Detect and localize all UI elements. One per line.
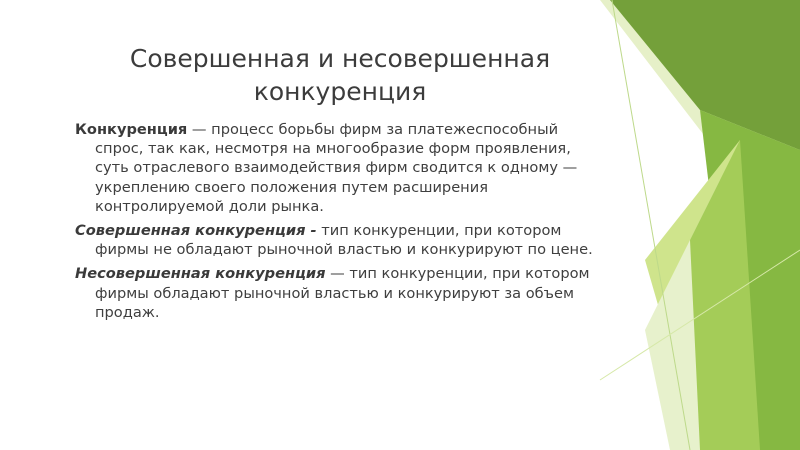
definition-competition: — процесс борьбы фирм за платежеспособный спрос, так как, несмотря на многообразие форм проявления, суть отраслевого взаимодействия фирм сводится к одному — укреплению своего положения путем расширения контролируемой доли рынка. [95, 121, 578, 215]
slide-body [75, 120, 595, 327]
term-competition: Конкуренция [75, 121, 188, 138]
definition-perfect-competition: тип конкуренции, при котором фирмы не обладают рыночной властью и конкурируют по цене. [95, 222, 593, 259]
definition-imperfect-competition: — тип конкуренции, при котором фирмы обладают рыночной властью и конкурируют за объем продаж. [95, 265, 590, 321]
term-perfect-competition: Совершенная конкуренция - [75, 222, 317, 240]
term-imperfect-competition: Несовершенная конкуренция [75, 265, 326, 283]
slide-title-line-2: конкуренция [253, 77, 427, 106]
paragraph-imperfect-competition [75, 264, 595, 322]
paragraph-competition [75, 120, 595, 216]
paragraph-perfect-competition [75, 221, 595, 259]
slide-title-line-1: Совершенная и несовершенная [129, 44, 551, 73]
slide-title [60, 42, 620, 108]
